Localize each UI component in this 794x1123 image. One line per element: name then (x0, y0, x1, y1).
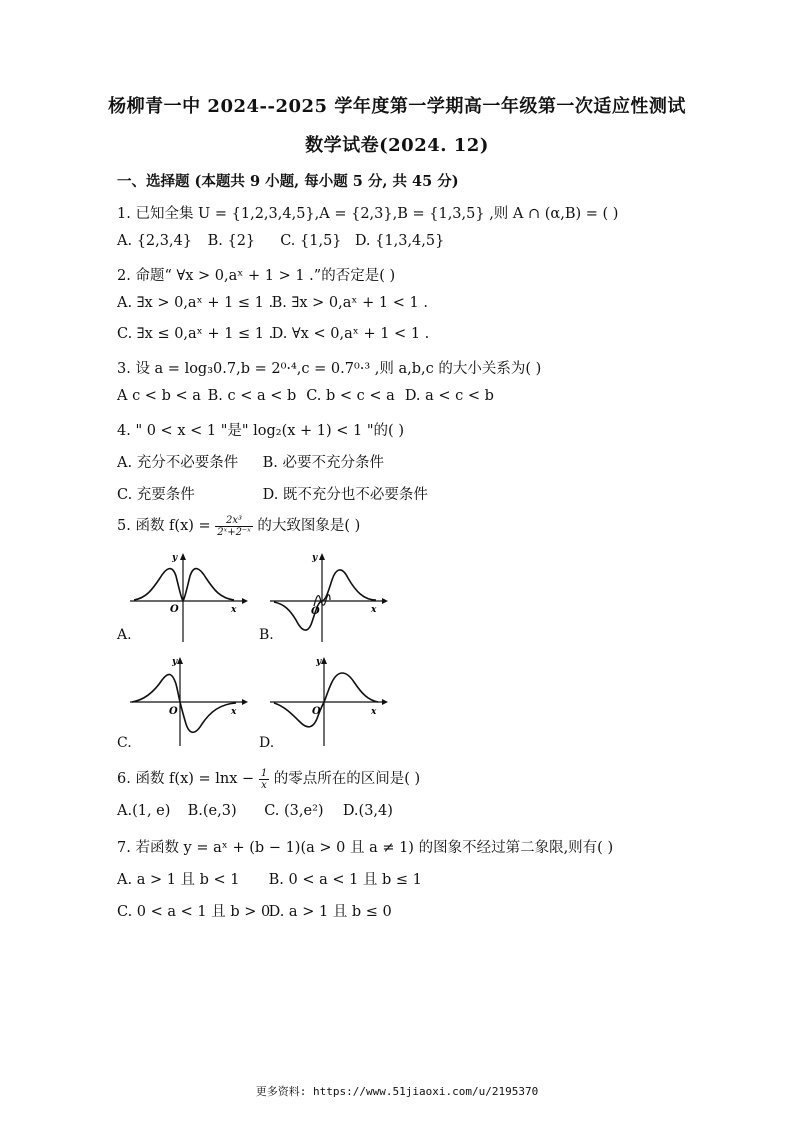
graph-a-origin: O (170, 604, 179, 615)
graph-b-origin: O (311, 606, 320, 617)
q5-graph-d (268, 652, 390, 748)
q1-option-b: B. {2} (207, 233, 256, 249)
graph-d-origin: O (312, 706, 321, 717)
question-7-options-row2 (117, 900, 392, 921)
q6-option-b: B.(e,3) (187, 803, 237, 819)
q5-fraction-denominator: 2ˣ+2⁻ˣ (217, 526, 251, 538)
question-7-stem: 7. 若函数 y = aˣ + (b − 1)(a > 0 且 a ≠ 1) 的图象不经过第二象限,则有( ) (117, 840, 614, 856)
q6-stem-prefix: 6. 函数 f(x) = lnx − (117, 771, 255, 787)
exam-title: 杨柳青一中 2024--2025 学年度第一学期高一年级第一次适应性测试 (108, 96, 686, 117)
q6-fraction-denominator: x (261, 779, 267, 791)
q1-option-c: C. {1,5} (280, 233, 342, 249)
graph-d-x-label: x (371, 707, 377, 717)
question-6-stem (117, 767, 420, 791)
q5-label-c: C. (117, 735, 132, 751)
graph-a-curve (134, 569, 234, 601)
question-2-options-row2 (117, 326, 429, 342)
q2-option-c: C. ∃x ≤ 0,aˣ + 1 ≤ 1 . (117, 326, 274, 342)
graph-c-curve (132, 674, 236, 732)
q6-fraction (259, 768, 269, 791)
q7-option-a: A. a > 1 且 b < 1 (117, 872, 240, 888)
q5-label-a: A. (117, 627, 132, 643)
q7-option-b: B. 0 < a < 1 且 b ≤ 1 (268, 872, 422, 888)
q6-option-d: D.(3,4) (342, 803, 393, 819)
q6-stem-suffix: 的零点所在的区间是( ) (273, 771, 421, 787)
graph-a-x-label: x (231, 605, 237, 615)
question-1-options (117, 233, 444, 249)
graph-c-x-label: x (231, 707, 237, 717)
question-3-options (117, 388, 494, 404)
question-2-stem: 2. 命题“ ∀x > 0,aˣ + 1 > 1 .”的否定是( ) (117, 268, 396, 284)
q5-graph-b (268, 548, 390, 644)
q5-graph-a (128, 548, 250, 644)
graph-d-y-label: y (316, 657, 322, 667)
q5-label-d: D. (259, 735, 275, 751)
q4-option-a: A. 充分不必要条件 (117, 455, 239, 471)
question-4-stem: 4. " 0 < x < 1 "是" log₂(x + 1) < 1 "的( ) (117, 423, 404, 439)
q6-option-c: C. (3,e²) (264, 803, 324, 819)
q5-label-b: B. (259, 627, 274, 643)
q3-option-d: D. a < c < b (404, 388, 494, 404)
question-7-options-row1 (117, 868, 422, 889)
q5-stem-suffix: 的大致图象是( ) (257, 518, 361, 534)
q5-fraction (215, 515, 252, 538)
exam-subtitle: 数学试卷(2024. 12) (305, 135, 489, 156)
q6-option-a: A.(1, e) (117, 803, 171, 819)
question-6-options (117, 803, 393, 819)
question-4-options-row1 (117, 451, 384, 472)
question-5-stem (117, 514, 360, 538)
q3-option-b: B. c < a < b (207, 388, 297, 404)
question-4-options-row2 (117, 483, 428, 504)
q4-option-d: D. 既不充分也不必要条件 (262, 487, 428, 503)
q1-option-d: D. {1,3,4,5} (354, 233, 445, 249)
q3-option-c: C. b < c < a (306, 388, 395, 404)
question-3-stem: 3. 设 a = log₃0.7,b = 2⁰·⁴,c = 0.7⁰·³ ,则 a,b,c 的大小关系为( ) (117, 361, 542, 377)
q4-option-c: C. 充要条件 (117, 487, 195, 503)
graph-b-x-label: x (371, 605, 377, 615)
q2-option-a: A. ∃x > 0,aˣ + 1 ≤ 1 . (117, 295, 274, 311)
q7-option-d: D. a > 1 且 b ≤ 0 (268, 904, 392, 920)
graph-c-origin: O (169, 706, 178, 717)
question-2-options-row1 (117, 295, 428, 311)
q5-graph-c (128, 652, 250, 748)
footer-link[interactable]: 更多资料: https://www.51jiaoxi.com/u/2195370 (255, 1085, 539, 1098)
graph-d-curve (274, 673, 378, 727)
q7-option-c: C. 0 < a < 1 且 b > 0 (117, 904, 271, 920)
q5-fraction-numerator: 2x³ (215, 515, 252, 527)
graph-b-curve (274, 570, 376, 630)
graph-b-y-label: y (312, 553, 318, 563)
question-1-stem: 1. 已知全集 U = {1,2,3,4,5},A = {2,3},B = {1,3,5} ,则 A ∩ (α,B) = ( ) (117, 206, 619, 222)
graph-a-y-label: y (172, 553, 178, 563)
q2-option-d: D. ∀x < 0,aˣ + 1 < 1 . (271, 326, 430, 342)
q4-option-b: B. 必要不充分条件 (262, 455, 384, 471)
q6-fraction-numerator: 1 (260, 767, 268, 779)
q2-option-b: B. ∃x > 0,aˣ + 1 < 1 . (271, 295, 428, 311)
graph-c-y-label: y (172, 657, 178, 667)
q1-option-a: A. {2,3,4} (117, 233, 193, 249)
q5-stem-prefix: 5. 函数 f(x) = (117, 518, 211, 534)
section-heading: 一、选择题 (本题共 9 小题, 每小题 5 分, 共 45 分) (117, 173, 459, 190)
q3-option-a: A c < b < a (117, 388, 201, 404)
